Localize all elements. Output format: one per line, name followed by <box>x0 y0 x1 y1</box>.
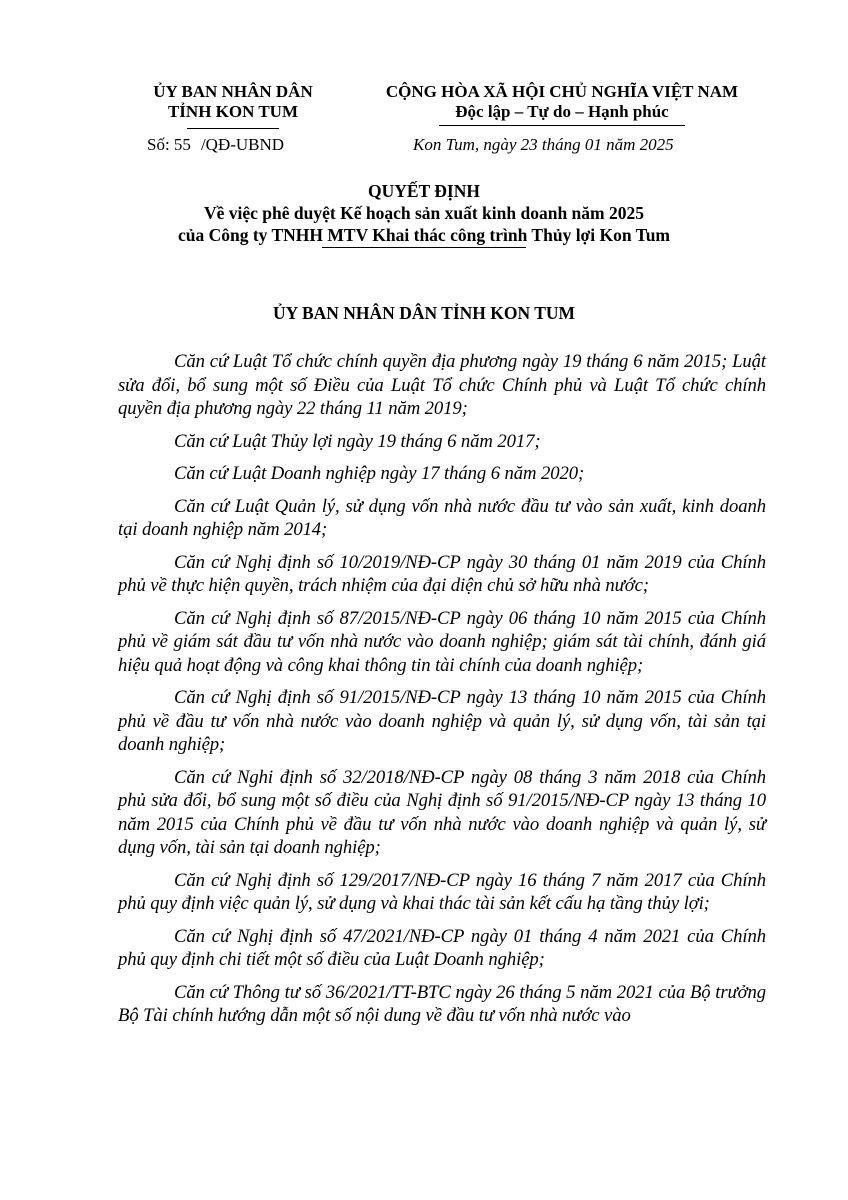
issuing-agency-block <box>128 82 338 129</box>
decision-title: QUYẾT ĐỊNH <box>368 181 480 201</box>
nation-line-1: CỘNG HÒA XÃ HỘI CHỦ NGHĨA VIỆT NAM <box>385 82 739 101</box>
legal-basis-paragraph: Căn cứ Thông tư số 36/2021/TT-BTC ngày 26 tháng 5 năm 2021 của Bộ trưởng Bộ Tài chính hướng dẫn một số nội dung về đầu tư vốn nhà nước vào <box>118 981 766 1026</box>
legal-basis-paragraph: Căn cứ Luật Tổ chức chính quyền địa phương ngày 19 tháng 6 năm 2015; Luật sửa đổi, bổ sung một số Điều của Luật Tổ chức Chính phủ và Luật Tổ chức chính quyền địa phương ngày 22 tháng 11 năm 2019; <box>118 351 766 419</box>
motto-underline <box>439 125 685 126</box>
document-number-suffix: /QĐ-UBND <box>200 135 285 154</box>
legal-basis-paragraph: Căn cứ Nghị định số 91/2015/NĐ-CP ngày 13 tháng 10 năm 2015 của Chính phủ về đầu tư vốn nhà nước vào doanh nghiệp và quản lý, sử dụng vốn, tài sản tại doanh nghiệp; <box>118 687 766 755</box>
document-number <box>147 135 284 155</box>
decision-subject-line-1: Về việc phê duyệt Kế hoạch sản xuất kinh doanh năm 2025 <box>203 203 644 223</box>
legal-basis-paragraph: Căn cứ Nghị định số 129/2017/NĐ-CP ngày 16 tháng 7 năm 2017 của Chính phủ quy định việc quản lý, sử dụng và khai thác tài sản kết cấu hạ tầng thủy lợi; <box>118 869 766 914</box>
national-motto-block <box>352 82 772 126</box>
agency-line-1: ỦY BAN NHÂN DÂN <box>153 82 313 101</box>
agency-underline <box>187 128 279 129</box>
decision-subject-line-2: của Công ty TNHH MTV Khai thác công trình Thủy lợi Kon Tum <box>177 225 671 245</box>
agency-line-2: TỈNH KON TUM <box>167 102 299 121</box>
decision-title-block <box>0 180 848 248</box>
legal-basis-section <box>118 350 766 1037</box>
legal-basis-paragraph: Căn cứ Nghị định số 10/2019/NĐ-CP ngày 30 tháng 01 năm 2019 của Chính phủ về thực hiện quyền, trách nhiệm của đại diện chủ sở hữu nhà nước; <box>118 551 766 596</box>
legal-basis-paragraph: Căn cứ Luật Doanh nghiệp ngày 17 tháng 6 năm 2020; <box>174 463 585 484</box>
title-underline <box>322 247 526 248</box>
legal-basis-paragraph: Căn cứ Nghị định số 87/2015/NĐ-CP ngày 06 tháng 10 năm 2015 của Chính phủ về giám sát đầu tư vốn nhà nước vào doanh nghiệp; giám sát tài chính, đánh giá hiệu quả hoạt động và công khai thông tin tài chính của doanh nghiệp; <box>118 607 766 676</box>
legal-basis-paragraph: Căn cứ Nghị định số 47/2021/NĐ-CP ngày 01 tháng 4 năm 2021 của Chính phủ quy định chi tiết một số điều của Luật Doanh nghiệp; <box>118 925 766 970</box>
legal-basis-paragraph: Căn cứ Luật Quản lý, sử dụng vốn nhà nước đầu tư vào sản xuất, kinh doanh tại doanh nghiệp năm 2014; <box>118 495 766 540</box>
document-number-prefix: Số: 55 <box>147 135 191 154</box>
place-and-date: Kon Tum, ngày 23 tháng 01 năm 2025 <box>413 135 674 154</box>
legal-basis-paragraph: Căn cứ Luật Thủy lợi ngày 19 tháng 6 năm 2017; <box>174 430 541 452</box>
issuing-authority-heading: ỦY BAN NHÂN DÂN TỈNH KON TUM <box>272 303 576 323</box>
nation-line-2: Độc lập – Tự do – Hạnh phúc <box>455 102 669 121</box>
legal-basis-paragraph: Căn cứ Nghi định số 32/2018/NĐ-CP ngày 08 tháng 3 năm 2018 của Chính phủ sửa đổi, bổ sung một số điều của Nghị định số 91/2015/NĐ-CP ngày 13 tháng 10 năm 2015 của Chính phủ về đầu tư vốn nhà nước vào doanh nghiệp và quản lý, sử dụng vốn, tài sản tại doanh nghiệp; <box>118 766 766 858</box>
